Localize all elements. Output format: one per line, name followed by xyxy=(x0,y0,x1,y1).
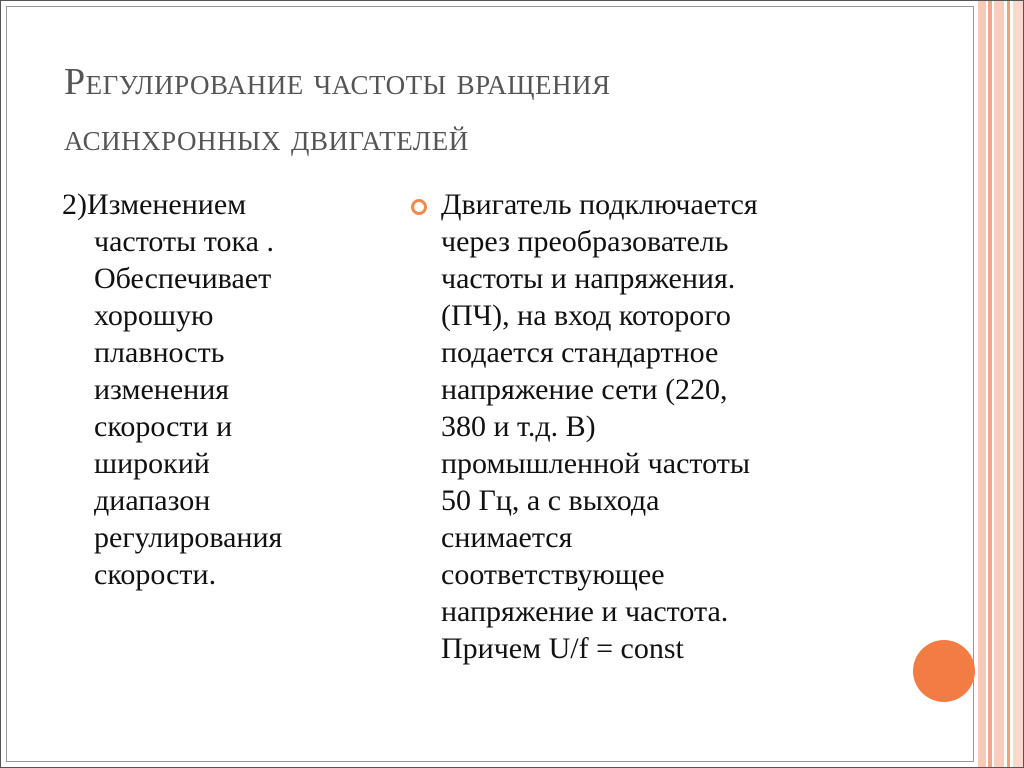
decorative-orange-circle xyxy=(913,640,975,702)
left-text-line: диапазон xyxy=(94,484,211,517)
right-text-line: Причем U/f = const xyxy=(441,632,684,665)
left-text-line: широкий xyxy=(94,447,210,480)
slide-title xyxy=(64,54,924,166)
right-text-line: Двигатель подключается xyxy=(441,188,758,221)
right-text-block xyxy=(441,186,921,667)
left-text-line: изменения xyxy=(94,373,230,406)
left-text-line: скорости. xyxy=(94,558,217,591)
left-text-line: частоты тока . xyxy=(94,225,274,258)
right-text-line: (ПЧ), на вход которого xyxy=(441,299,731,332)
bullet-circle-icon xyxy=(411,199,427,215)
right-text-line: напряжение и частота. xyxy=(441,595,729,628)
title-line: Регулирование частоты вращения xyxy=(64,61,611,103)
left-text-block xyxy=(62,186,392,593)
left-text-line: хорошую xyxy=(94,299,214,332)
left-text-line: регулирования xyxy=(94,521,283,554)
right-text-line: частоты и напряжения. xyxy=(441,262,736,295)
right-text-line: напряжение сети (220, xyxy=(441,373,728,406)
left-text-line: Обеспечивает xyxy=(94,262,272,295)
right-text-line: 50 Гц, а с выхода xyxy=(441,484,660,517)
right-text-line: промышленной частоты xyxy=(441,447,750,480)
right-text-line: соответствующее xyxy=(441,558,665,591)
left-text-line: плавность xyxy=(94,336,225,369)
right-text-line: 380 и т.д. В) xyxy=(441,410,596,443)
left-text-line: скорости и xyxy=(94,410,233,443)
title-line: асинхронных двигателей xyxy=(64,117,469,159)
right-text-line: подается стандартное xyxy=(441,336,719,369)
right-text-line: через преобразователь xyxy=(441,225,729,258)
right-text-line: снимается xyxy=(441,521,573,554)
left-text-line: 2)Изменением xyxy=(62,188,247,221)
